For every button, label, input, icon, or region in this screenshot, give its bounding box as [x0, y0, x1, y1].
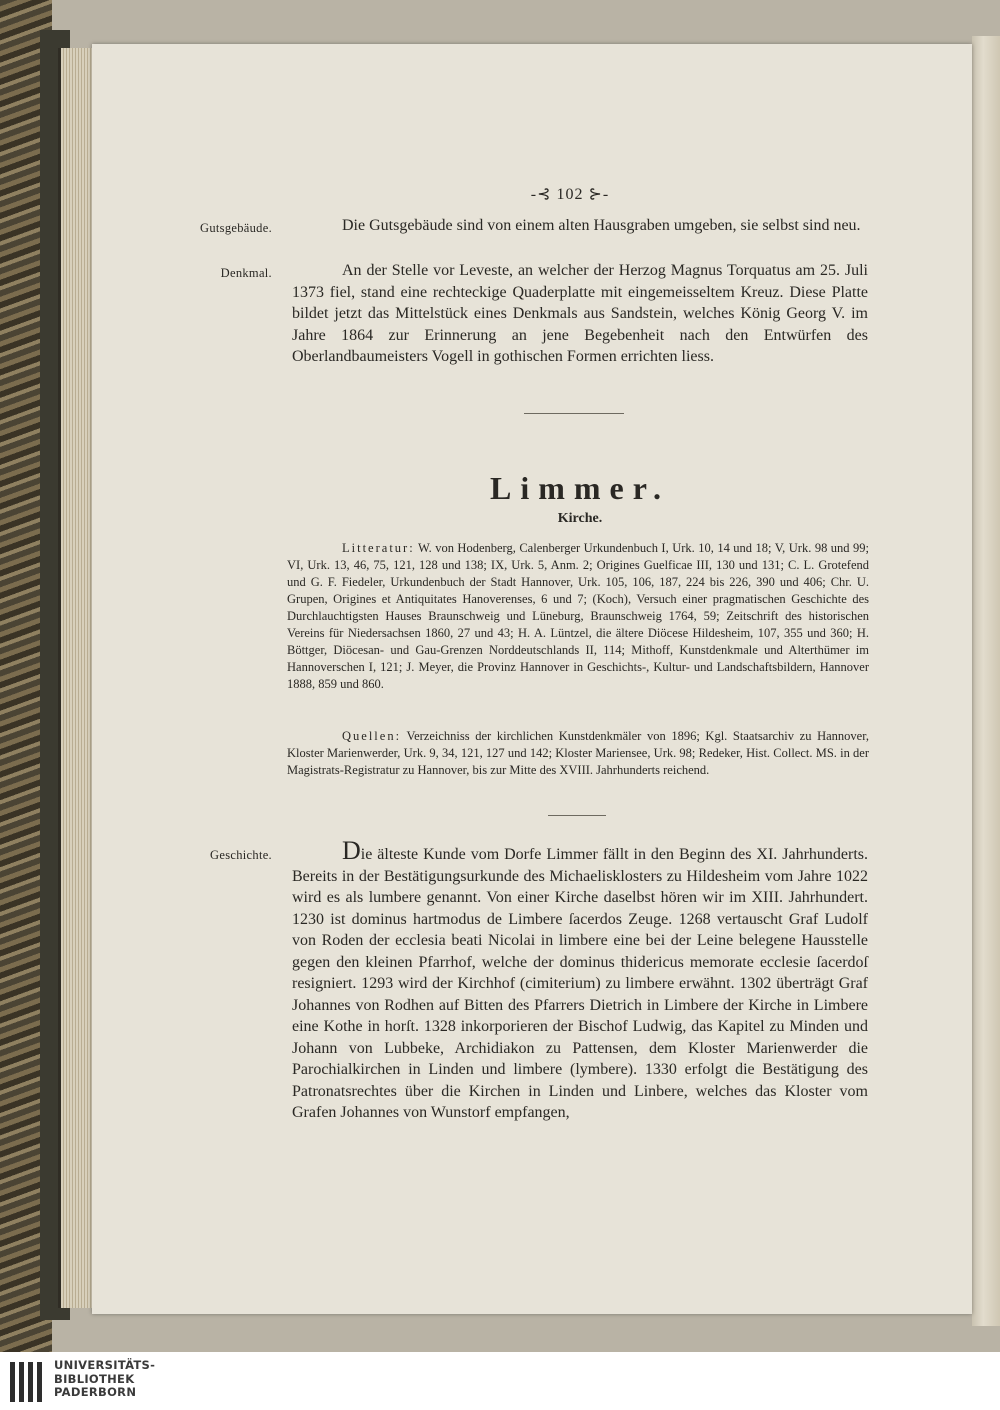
library-name-line2: BIBLIOTHEK — [54, 1371, 135, 1386]
section-divider-top — [524, 413, 624, 414]
paragraph-gutsgebaeude: Die Gutsgebäude sind von einem alten Hausgraben umgeben, sie selbst sind neu. — [342, 217, 861, 234]
paragraph-geschichte — [292, 836, 868, 1124]
litteratur-label: Litteratur: — [342, 541, 415, 555]
geschichte-text: ie älteste Kunde vom Dorfe Limmer fällt in den Beginn des XI. Jahrhunderts. Bereits in der Bestätigungsurkunde des Michaelisklosters zu Hildesheim vom Jahre 1022 wird es als lumbere genannt. Von einer Kirche daselbst hören wir im XIII. Jahrhundert. 1230 ist dominus hartmodus de Limbere ſacerdos Zeuge. 1268 vertauscht Graf Ludolf von Roden der ecclesia beati Nicolai in limbere eine bei der Leine belegene Hausstelle gegen den kleinen Pfarrhof, welche der dominus thidericus memorate ecclesie ſacerdoſ resigniert. 1293 wird der Kirchhof (cimiterium) zu limbere erwähnt. 1302 überträgt Graf Johannes von Rodhen auf Bitten des Pfarrers Dietrich in Limbere der Kirche in Limbere eine Kothe in horſt. 1328 inkorporieren der Bischof Ludwig, das Kapitel zu Minden und Johann von Lubbeke, Archidiakon zu Pattensen, dem Kloster Marienwerder die Parochialkirchen in Linden und limbere (lymbere). 1330 erfolgt die Bestätigung des Patronatsrechtes über die Kirchen in Linden und Linbere, welches das Kloster vom Grafen Johannes von Wunstorf empfangen, — [292, 846, 868, 1121]
quellen-block — [287, 728, 869, 779]
library-logo-icon — [10, 1362, 46, 1402]
margin-note-gutsgebaeude: Gutsgebäude. — [200, 221, 272, 235]
library-footer — [0, 1352, 1000, 1410]
section-subtitle: Kirche. — [557, 511, 603, 526]
initial-letter: D — [342, 836, 361, 865]
library-name-line1: UNIVERSITÄTS- — [54, 1358, 156, 1372]
margin-note-geschichte: Geschichte. — [210, 848, 272, 862]
paragraph-denkmal: An der Stelle vor Leveste, an welcher der Herzog Magnus Torquatus am 25. Juli 1373 fiel, stand eine rechteckige Quaderplatte mit eingemeisseltem Kreuz. Diese Platte bildet jetzt das Mittelstück eines Denkmals aus Sandstein, welches König Georg V. im Jahre 1864 zur Erinnerung an jene Begebenheit nach den Entwürfen des Oberlandbaumeisters Vogell in gothischen Formen errichten liess. — [292, 262, 868, 365]
litteratur-text: W. von Hodenberg, Calenberger Urkundenbuch I, Urk. 10, 14 und 18; V, Urk. 98 und 99; VI, Urk. 13, 46, 75, 121, 128 und 138; IX, Urk. 5, Anm. 2; Origines Guelficae III, 130 und 131; C. L. Grotefend und G. F. Fiedeler, Urkundenbuch der Stadt Hannover, Urk. 105, 106, 187, 224 bis 226, 390 und 406; Chr. U. Grupen, Origines et Antiquitates Hanoverenses, 6 und 7; (Koch), Versuch einer pragmatischen Geschichte des Durchlauchtigsten Hauses Braunschweig und Lüneburg, Braunschweig 1764, 59; Zeitschrift des historischen Vereins für Niedersachsen 1860, 27 und 43; H. A. Lüntzel, die ältere Diöcese Hildesheim, 107, 355 und 360; H. Böttger, Diöcesan- und Gau-Grenzen Norddeutschlands II, 114; Mithoff, Kunstdenkmale und Alterthümer im Hannoverschen I, 121; J. Meyer, die Provinz Hannover in Geschichts-, Kultur- und Landschaftsbildern, Hannover 1888, 859 und 860. — [287, 541, 870, 691]
facing-page-edge — [972, 36, 1000, 1326]
quellen-text: Verzeichniss der kirchlichen Kunstdenkmäler von 1896; Kgl. Staatsarchiv zu Hannover, Kloster Marienwerder, Urk. 9, 34, 121, 127 und 142; Kloster Mariensee, Urk. 98; Redeker, Hist. Collect. MS. in der Magistrats-Registratur zu Hannover, bis zur Mitte des XVIII. Jahrhunderts reichend. — [287, 729, 869, 777]
library-name-line3: PADERBORN — [54, 1385, 137, 1399]
section-divider-bottom — [548, 815, 606, 816]
section-title: Limmer. — [489, 470, 670, 506]
page-number: -⊰ 102 ⊱- — [530, 186, 610, 203]
margin-note-denkmal: Denkmal. — [220, 266, 272, 280]
litteratur-block — [287, 540, 869, 693]
library-name — [54, 1359, 155, 1400]
quellen-label: Quellen: — [342, 729, 402, 743]
